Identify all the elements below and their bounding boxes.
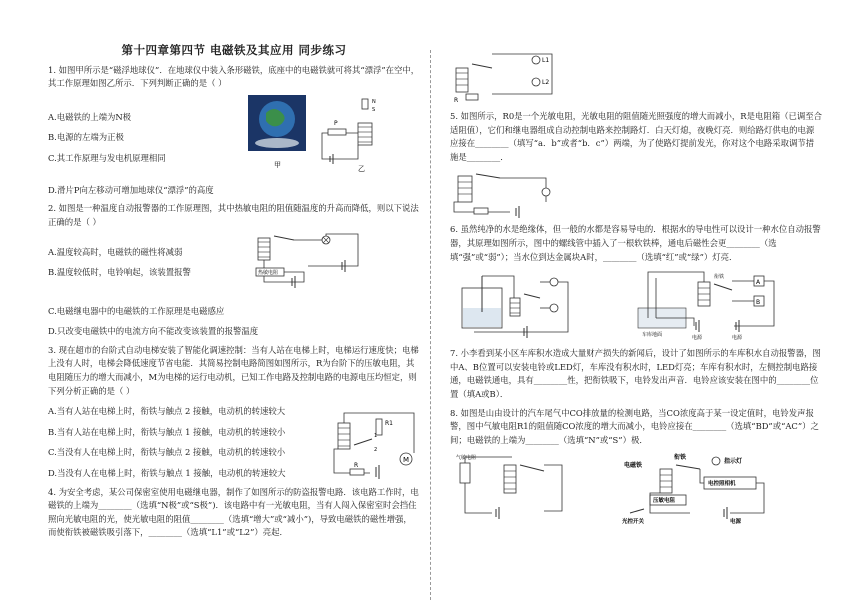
q2-option-c: C.电磁继电器中的电磁铁的工作原理是电磁感应: [48, 305, 225, 316]
q3-fig-r-label: R: [354, 462, 359, 470]
q7-fig-power2-label: 电源: [732, 335, 743, 341]
q1-figure: [246, 91, 426, 175]
question-3: [48, 344, 420, 481]
page-title: 第十四章第四节 电磁铁及其应用 同步练习: [121, 43, 347, 57]
q3-option-d: D.当没有人在电梯上时，衔铁与触点 1 接触，电动机的转速较大: [48, 467, 286, 478]
q8-fig-camera-label: 电控照相机: [708, 481, 736, 488]
q3-stem: 3. 现在超市的台阶式自动电梯安装了智能化调速控制：当有人站在电梯上时，电梯运行速度快；电梯上没有人时，电梯会降低速度节省电能．其简易控制电路简图如图所示，R为台阶下的压敏电阻，其电阻随压力的增大而减小，M为电梯的运行电动机，已知工作电路及控制电路的电源电压均恒定，则下列分析正确的是（ ）: [48, 344, 419, 396]
q5-fig-l2-label: L2: [542, 79, 550, 86]
q7-figure: [634, 268, 784, 340]
q3-fig-m-label: M: [403, 456, 410, 465]
q3-option-c: C.当没有人在电梯上时，衔铁与触点 2 接触，电动机的转速较小: [48, 447, 286, 458]
q8-fig-indicator-label: 指示灯: [724, 458, 743, 466]
q1-fig-jia-label: 甲: [274, 160, 281, 169]
q1-option-a: A.电磁铁的上端为N极: [48, 111, 132, 122]
question-1: [48, 64, 420, 198]
q6-figure: [454, 268, 574, 338]
q1-fig-yi-label: 乙: [358, 164, 365, 173]
question-5: [450, 110, 822, 218]
q5-figure: [450, 168, 560, 218]
q7-stem: 7. 小李看到某小区车库积水造成大量财产损失的新闻后，设计了如图所示的车库积水自动报警器，图中A、B位置可以安装电铃或LED灯，车库没有积水时，LED灯亮；车库有积水时，左侧控制电路接通，电磁铁通电，具有________性，把衔铁吸下，电铃发出声音．电铃应该安装在图中的________位置（填A或B）．: [450, 348, 821, 399]
q3-fig-c2-label: 2: [374, 447, 378, 454]
q2-option-d: D.只改变电磁铁中的电流方向不能改变该装置的报警温度: [48, 326, 259, 337]
q7-fig-power1-label: 电源: [692, 335, 703, 341]
q8-figure-traffic-camera: [620, 451, 770, 527]
q2-option-a: A.温度较高时，电磁铁的磁性将减弱: [48, 246, 183, 257]
q1-option-b: B.电源的左端为正极: [48, 132, 124, 143]
q7-fig-armature-label: 衔铁: [714, 274, 725, 281]
q6-stem: 6. 虽然纯净的水是绝缘体，但一般的水都是容易导电的．根据水的导电性可以设计一种水位自动报警器，其原理如图所示，图中的螺线管中插入了一根软铁棒，通电后磁性会更________（选填“强”或“弱”）；当水位到达金属块A时，________（选填“红”或“绿”）灯亮．: [450, 224, 821, 262]
q8-fig-power-label: 电源: [730, 519, 742, 526]
q4-stem: 4. 为安全考虑，某公司保密室使用电磁继电器，制作了如图所示的防盗报警电路．该电路工作时，电磁铁的上端为________（选填“N极”或“S极”)．该电路中有一光敏电阻，当有人闯入保密室时会挡住照向光敏电阻的光，使光敏电阻的阻值________（选填“增大”或“减小”)，导致电磁铁的磁性增强，而使衔铁被磁铁吸引落下，________（选填“L1”或“L2”）亮起．: [48, 486, 419, 538]
q3-fig-r1-label: R1: [385, 420, 393, 428]
q1-fig-n-label: N: [372, 98, 376, 105]
q3-option-b: B.当有人站在电梯上时，衔铁与触点 1 接触，电动机的转速较小: [48, 426, 286, 437]
q2-figure: [248, 230, 368, 292]
right-column: [450, 44, 822, 529]
question-6: [450, 223, 822, 342]
q4-figure: [452, 44, 572, 104]
q8-fig-magnet-label: 电磁铁: [624, 462, 643, 470]
q1-fig-p-label: P: [334, 119, 338, 127]
q7-fig-a-label: A: [756, 279, 761, 287]
q3-option-a: A.当有人站在电梯上时，衔铁与触点 2 接触，电动机的转速较大: [48, 406, 286, 417]
q1-fig-s-label: S: [372, 106, 376, 113]
column-divider: [430, 50, 431, 600]
q7-fig-b-label: B: [756, 299, 761, 307]
q5-stem: 5. 如图所示，R0是一个光敏电阻，光敏电阻的阻值随光照强度的增大而减小，R是电阻箱（已调至合适阻值），它们和继电器组成自动控制电路来控制路灯．白天灯熄，夜晚灯亮．则给路灯供电的电源应接在________（填写“a．b”或者“b．c”）两端，为了使路灯提前发光，你对这个电路采取调节措施是________．: [450, 111, 822, 162]
left-column: [48, 44, 420, 540]
question-8: [450, 407, 822, 530]
question-2: [48, 202, 420, 338]
q1-option-d: D.滑片P向左移动可增加地球仪“漂浮”的高度: [48, 184, 214, 195]
q2-fig-thermistor-label: 热敏电阻: [258, 269, 279, 276]
q2-option-b: B.温度较低时，电铃响起，该装置报警: [48, 267, 191, 278]
q1-stem: 1. 如图甲所示是“磁浮地球仪”．在地球仪中装入条形磁铁，底座中的电磁铁就可将其“漂浮”在空中，其工作原理如图乙所示．下列判断正确的是（ ）: [48, 64, 420, 89]
q2-stem: 2. 如图是一种温度自动报警器的工作原理图，其中热敏电阻的阻值随温度的升高而降低，则以下说法正确的是（ ）: [48, 203, 419, 227]
q1-option-c: C.其工作原理与发电机原理相同: [48, 152, 166, 163]
q7-fig-floor-label: 车库地面: [642, 332, 663, 339]
question-7: [450, 347, 822, 401]
q8-figure-gas-detector: [452, 451, 572, 525]
q8-fig-plate-label: 压敏电阻: [653, 498, 676, 505]
q8-fig-armature-label: 衔铁: [674, 454, 687, 462]
q8-stem: 8. 如图是山由设计的汽车尾气中CO排放量的检测电路，当CO浓度高于某一设定值时，电铃发声报警，图中气敏电阻R1的阻值随CO浓度的增大而减小，电铃应接在________（选填“BD”或“AC”）之间；电磁铁的上端为________（选填“N”或“S”）极．: [450, 407, 819, 445]
question-4: [48, 486, 420, 540]
q5-fig-r-label: R: [454, 97, 459, 104]
q3-figure: [330, 409, 420, 479]
q8-fig-switch-label: 光控开关: [622, 519, 645, 526]
q8-fig-gas-label: 气敏电阻: [456, 455, 477, 462]
q5-fig-l1-label: L1: [542, 57, 550, 64]
q3-fig-c1-label: 1: [374, 433, 378, 440]
